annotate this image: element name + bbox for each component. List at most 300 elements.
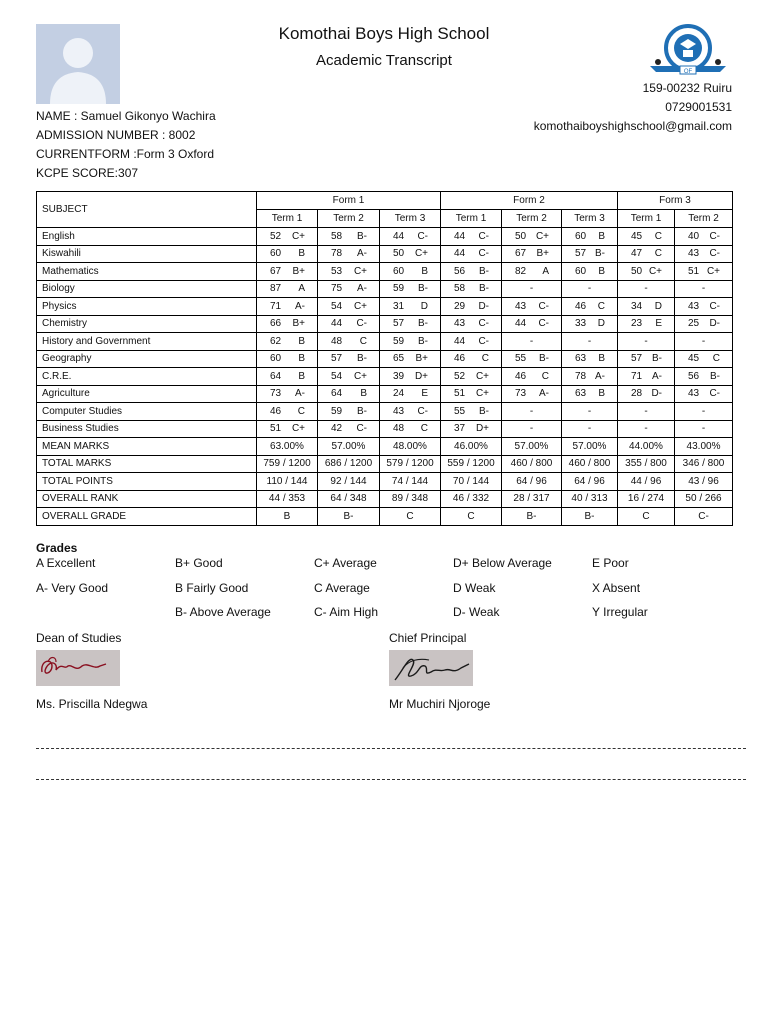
- score-mark: 44: [454, 248, 466, 260]
- divider-line: [36, 779, 746, 780]
- grade-legend-item: B- Above Average: [175, 605, 271, 619]
- summary-cell: 16 / 274: [618, 490, 675, 508]
- score-mark: 58: [331, 230, 343, 242]
- score-cell: [618, 315, 675, 333]
- score-cell: [562, 228, 618, 246]
- score-mark: 57: [575, 248, 587, 260]
- score-empty: -: [644, 405, 648, 417]
- score-mark: 40: [688, 230, 700, 242]
- subject-name: Chemistry: [37, 315, 257, 333]
- summary-cell: 110 / 144: [257, 473, 318, 491]
- score-grade: B: [298, 248, 305, 260]
- score-mark: 46: [515, 370, 527, 382]
- term-header: Term 2: [502, 210, 562, 228]
- score-cell: [502, 385, 562, 403]
- score-mark: 78: [331, 248, 343, 260]
- summary-cell: B-: [318, 508, 380, 526]
- score-mark: 46: [575, 300, 587, 312]
- score-empty: -: [587, 283, 592, 295]
- score-grade: B: [421, 265, 428, 277]
- score-mark: 67: [270, 265, 282, 277]
- score-mark: 52: [270, 230, 282, 242]
- summary-cell: 63.00%: [257, 438, 318, 456]
- score-cell: [618, 333, 675, 351]
- score-mark: 39: [393, 370, 405, 382]
- subject-name: Computer Studies: [37, 403, 257, 421]
- score-cell: [318, 403, 380, 421]
- score-grade: D: [654, 300, 662, 312]
- score-grade: E: [655, 318, 662, 330]
- score-mark: 55: [454, 405, 466, 417]
- score-cell: [318, 368, 380, 386]
- score-cell: [257, 280, 318, 298]
- score-mark: 44: [393, 230, 405, 242]
- score-mark: 60: [270, 353, 282, 365]
- divider-line: [36, 748, 746, 749]
- score-cell: [257, 385, 318, 403]
- score-cell: [502, 315, 562, 333]
- score-empty: -: [701, 423, 706, 435]
- score-mark: 66: [270, 318, 282, 330]
- score-cell: [380, 315, 441, 333]
- score-grade: C-: [709, 230, 721, 242]
- school-logo-icon: [644, 22, 732, 78]
- score-mark: 63: [575, 388, 587, 400]
- summary-row: [37, 508, 733, 526]
- score-grade: C: [481, 353, 489, 365]
- grade-legend-item: C Average: [314, 581, 370, 595]
- score-cell: [380, 350, 441, 368]
- summary-cell: 89 / 348: [380, 490, 441, 508]
- score-grade: D: [597, 318, 605, 330]
- score-mark: 31: [393, 300, 405, 312]
- score-grade: C-: [709, 388, 721, 400]
- score-grade: B-: [357, 405, 367, 417]
- score-grade: D-: [709, 318, 721, 330]
- score-grade: A-: [357, 248, 367, 260]
- current-form: CURRENTFORM :Form 3 Oxford: [36, 147, 215, 161]
- summary-cell: B: [257, 508, 318, 526]
- score-mark: 43: [688, 300, 700, 312]
- score-mark: 43: [454, 318, 466, 330]
- summary-cell: 46.00%: [441, 438, 502, 456]
- score-grade: B: [598, 265, 605, 277]
- score-cell: [380, 245, 441, 263]
- term-header: Term 2: [675, 210, 733, 228]
- score-cell: [380, 280, 441, 298]
- form-header: Form 1: [257, 192, 441, 210]
- score-cell: [675, 420, 733, 438]
- score-mark: 45: [688, 353, 700, 365]
- score-cell: [380, 368, 441, 386]
- score-cell: [675, 385, 733, 403]
- score-mark: 48: [331, 335, 343, 347]
- grades-legend-title: Grades: [36, 541, 78, 555]
- summary-cell: 40 / 313: [562, 490, 618, 508]
- score-cell: [675, 280, 733, 298]
- score-cell: [562, 245, 618, 263]
- score-cell: [257, 245, 318, 263]
- score-grade: B-: [652, 353, 662, 365]
- score-grade: C: [297, 405, 305, 417]
- score-grade: C+: [475, 370, 489, 382]
- score-cell: [318, 385, 380, 403]
- grade-legend-item: D+ Below Average: [453, 556, 552, 570]
- summary-cell: B-: [502, 508, 562, 526]
- summary-cell: 74 / 144: [380, 473, 441, 491]
- term-header: Term 3: [380, 210, 441, 228]
- score-grade: A-: [652, 370, 662, 382]
- score-cell: [380, 228, 441, 246]
- score-mark: 67: [515, 248, 527, 260]
- score-grade: D+: [475, 423, 489, 435]
- summary-label: TOTAL MARKS: [37, 455, 257, 473]
- summary-cell: 64 / 96: [562, 473, 618, 491]
- score-mark: 47: [631, 248, 643, 260]
- subject-name: Business Studies: [37, 420, 257, 438]
- summary-cell: 57.00%: [562, 438, 618, 456]
- score-cell: [618, 228, 675, 246]
- score-grade: B-: [479, 265, 489, 277]
- score-cell: [257, 403, 318, 421]
- score-cell: [502, 350, 562, 368]
- score-mark: 73: [270, 388, 282, 400]
- score-empty: -: [529, 283, 534, 295]
- score-mark: 51: [270, 423, 282, 435]
- score-cell: [618, 385, 675, 403]
- score-cell: [380, 420, 441, 438]
- score-cell: [675, 315, 733, 333]
- kcpe-score: KCPE SCORE:307: [36, 166, 139, 180]
- subject-name: Mathematics: [37, 263, 257, 281]
- score-cell: [318, 333, 380, 351]
- score-mark: 46: [454, 353, 466, 365]
- score-cell: [562, 280, 618, 298]
- score-mark: 73: [515, 388, 527, 400]
- score-empty: -: [644, 423, 648, 435]
- score-grade: C-: [356, 423, 367, 435]
- summary-row: [37, 438, 733, 456]
- grade-legend-item: A Excellent: [36, 556, 96, 570]
- score-cell: [380, 263, 441, 281]
- summary-label: MEAN MARKS: [37, 438, 257, 456]
- score-mark: 50: [393, 248, 405, 260]
- score-grade: C+: [648, 265, 662, 277]
- summary-row: [37, 455, 733, 473]
- score-mark: 63: [575, 353, 587, 365]
- table-row: [37, 263, 733, 281]
- score-grade: B-: [418, 283, 428, 295]
- score-grade: C+: [475, 388, 489, 400]
- score-empty: -: [587, 423, 592, 435]
- form-header: Form 2: [441, 192, 618, 210]
- grade-legend-item: C- Aim High: [314, 605, 379, 619]
- summary-cell: 46 / 332: [441, 490, 502, 508]
- table-row: [37, 280, 733, 298]
- table-row: [37, 420, 733, 438]
- score-mark: 42: [331, 423, 343, 435]
- score-grade: B-: [357, 353, 367, 365]
- score-cell: [618, 245, 675, 263]
- score-grade: B+: [292, 265, 305, 277]
- summary-label: TOTAL POINTS: [37, 473, 257, 491]
- score-cell: [441, 385, 502, 403]
- summary-cell: C: [380, 508, 441, 526]
- score-mark: 58: [454, 283, 466, 295]
- score-cell: [257, 315, 318, 333]
- score-mark: 62: [270, 335, 282, 347]
- score-grade: B-: [479, 283, 489, 295]
- score-grade: B: [598, 353, 605, 365]
- score-mark: 46: [270, 405, 282, 417]
- score-mark: 34: [631, 300, 643, 312]
- score-grade: B-: [710, 370, 721, 382]
- table-row: [37, 385, 733, 403]
- score-mark: 56: [688, 370, 700, 382]
- score-grade: C: [420, 423, 428, 435]
- score-mark: 37: [454, 423, 466, 435]
- score-mark: 59: [393, 335, 405, 347]
- score-grade: B: [298, 335, 305, 347]
- score-mark: 64: [331, 388, 343, 400]
- subject-name: History and Government: [37, 333, 257, 351]
- score-grade: B: [360, 388, 367, 400]
- score-cell: [380, 333, 441, 351]
- table-row: [37, 350, 733, 368]
- score-grade: B: [598, 230, 605, 242]
- score-cell: [318, 420, 380, 438]
- summary-cell: 92 / 144: [318, 473, 380, 491]
- score-cell: [618, 420, 675, 438]
- subject-name: English: [37, 228, 257, 246]
- score-mark: 29: [454, 300, 466, 312]
- score-mark: 52: [454, 370, 466, 382]
- score-grade: C-: [478, 248, 489, 260]
- score-grade: A-: [295, 300, 305, 312]
- score-cell: [618, 263, 675, 281]
- score-cell: [675, 333, 733, 351]
- score-cell: [675, 298, 733, 316]
- score-grade: C-: [417, 405, 428, 417]
- summary-cell: 686 / 1200: [318, 455, 380, 473]
- score-cell: [675, 403, 733, 421]
- score-grade: C+: [353, 265, 367, 277]
- table-row: [37, 403, 733, 421]
- score-mark: 43: [688, 388, 700, 400]
- score-mark: 44: [331, 318, 343, 330]
- score-cell: [675, 350, 733, 368]
- summary-cell: 346 / 800: [675, 455, 733, 473]
- score-mark: 54: [331, 300, 343, 312]
- grade-legend-item: C+ Average: [314, 556, 377, 570]
- score-grade: D-: [478, 300, 489, 312]
- grade-legend-item: D Weak: [453, 581, 496, 595]
- score-mark: 60: [575, 265, 587, 277]
- score-empty: -: [529, 405, 534, 417]
- score-cell: [562, 315, 618, 333]
- score-cell: [318, 315, 380, 333]
- document-title: Academic Transcript: [316, 52, 452, 69]
- score-grade: B+: [536, 248, 549, 260]
- score-mark: 78: [575, 370, 587, 382]
- score-grade: C-: [538, 318, 549, 330]
- score-empty: -: [587, 405, 592, 417]
- score-mark: 23: [631, 318, 643, 330]
- score-mark: 57: [331, 353, 343, 365]
- score-mark: 53: [331, 265, 343, 277]
- table-row: [37, 333, 733, 351]
- score-mark: 82: [515, 265, 527, 277]
- score-cell: [441, 333, 502, 351]
- school-name: Komothai Boys High School: [278, 24, 490, 43]
- score-grade: B: [298, 370, 305, 382]
- subject-name: Geography: [37, 350, 257, 368]
- score-mark: 44: [454, 230, 466, 242]
- score-cell: [441, 228, 502, 246]
- table-row: [37, 298, 733, 316]
- score-grade: C-: [538, 300, 549, 312]
- score-cell: [441, 350, 502, 368]
- score-cell: [441, 298, 502, 316]
- score-cell: [675, 228, 733, 246]
- summary-cell: 43 / 96: [675, 473, 733, 491]
- score-cell: [318, 263, 380, 281]
- summary-cell: 50 / 266: [675, 490, 733, 508]
- term-header: Term 1: [441, 210, 502, 228]
- summary-cell: 64 / 96: [502, 473, 562, 491]
- transcript-table: [36, 191, 733, 526]
- subject-name: C.R.E.: [37, 368, 257, 386]
- score-mark: 43: [688, 248, 700, 260]
- score-cell: [502, 245, 562, 263]
- score-empty: -: [529, 335, 534, 347]
- score-mark: 55: [515, 353, 527, 365]
- score-grade: C+: [706, 265, 721, 277]
- school-phone: 0729001531: [665, 100, 732, 114]
- score-cell: [441, 315, 502, 333]
- score-mark: 71: [270, 300, 282, 312]
- score-cell: [675, 263, 733, 281]
- score-cell: [318, 298, 380, 316]
- score-grade: B: [298, 353, 305, 365]
- score-mark: 64: [270, 370, 282, 382]
- score-mark: 50: [631, 265, 643, 277]
- score-cell: [257, 368, 318, 386]
- grade-legend-item: D- Weak: [453, 605, 500, 619]
- dean-name: Ms. Priscilla Ndegwa: [36, 697, 148, 711]
- summary-cell: 57.00%: [318, 438, 380, 456]
- score-mark: 43: [393, 405, 405, 417]
- score-cell: [318, 228, 380, 246]
- score-grade: C: [359, 335, 367, 347]
- score-grade: C-: [709, 300, 721, 312]
- score-cell: [502, 263, 562, 281]
- score-grade: A: [542, 265, 549, 277]
- school-email: komothaiboyshighschool@gmail.com: [533, 119, 732, 133]
- score-cell: [257, 298, 318, 316]
- score-cell: [618, 298, 675, 316]
- summary-cell: 759 / 1200: [257, 455, 318, 473]
- score-mark: 50: [515, 230, 527, 242]
- score-cell: [257, 420, 318, 438]
- score-grade: C+: [353, 300, 367, 312]
- score-mark: 87: [270, 283, 282, 295]
- score-grade: C+: [291, 230, 305, 242]
- summary-cell: 43.00%: [675, 438, 733, 456]
- summary-cell: C: [618, 508, 675, 526]
- term-header: Term 1: [618, 210, 675, 228]
- score-mark: 54: [331, 370, 343, 382]
- score-mark: 51: [688, 265, 700, 277]
- term-header: Term 1: [257, 210, 318, 228]
- score-cell: [562, 420, 618, 438]
- score-grade: C-: [478, 335, 489, 347]
- admission-number: ADMISSION NUMBER : 8002: [36, 128, 196, 142]
- score-empty: -: [587, 335, 592, 347]
- grade-legend-item: B Fairly Good: [175, 581, 249, 595]
- score-cell: [675, 368, 733, 386]
- score-cell: [502, 420, 562, 438]
- score-cell: [441, 368, 502, 386]
- score-cell: [502, 228, 562, 246]
- score-cell: [441, 245, 502, 263]
- score-empty: -: [644, 283, 648, 295]
- score-cell: [318, 280, 380, 298]
- summary-row: [37, 473, 733, 491]
- dean-signature: [36, 650, 120, 686]
- summary-cell: B-: [562, 508, 618, 526]
- summary-cell: 44 / 353: [257, 490, 318, 508]
- score-cell: [562, 298, 618, 316]
- summary-cell: 70 / 144: [441, 473, 502, 491]
- score-cell: [380, 403, 441, 421]
- score-cell: [502, 280, 562, 298]
- subject-name: Physics: [37, 298, 257, 316]
- subject-name: Kiswahili: [37, 245, 257, 263]
- score-mark: 57: [631, 353, 643, 365]
- summary-cell: 48.00%: [380, 438, 441, 456]
- score-cell: [318, 350, 380, 368]
- score-mark: 59: [393, 283, 405, 295]
- table-row: [37, 368, 733, 386]
- score-mark: 24: [393, 388, 405, 400]
- principal-title: Chief Principal: [389, 631, 467, 645]
- score-grade: A-: [539, 388, 549, 400]
- score-cell: [562, 368, 618, 386]
- score-grade: E: [421, 388, 428, 400]
- table-row: [37, 315, 733, 333]
- score-grade: C: [541, 370, 549, 382]
- score-grade: B+: [292, 318, 305, 330]
- summary-label: OVERALL GRADE: [37, 508, 257, 526]
- score-grade: B-: [418, 318, 428, 330]
- summary-cell: 28 / 317: [502, 490, 562, 508]
- score-grade: C: [597, 300, 605, 312]
- score-grade: A-: [357, 283, 367, 295]
- student-name: NAME : Samuel Gikonyo Wachira: [36, 109, 216, 123]
- score-grade: C+: [414, 248, 428, 260]
- term-header: Term 3: [562, 210, 618, 228]
- logo-text: OF: [683, 69, 693, 75]
- score-cell: [257, 263, 318, 281]
- score-cell: [257, 333, 318, 351]
- score-cell: [257, 350, 318, 368]
- score-empty: -: [529, 423, 534, 435]
- score-grade: A-: [295, 388, 305, 400]
- score-grade: C-: [356, 318, 367, 330]
- score-grade: C-: [478, 230, 489, 242]
- score-mark: 75: [331, 283, 343, 295]
